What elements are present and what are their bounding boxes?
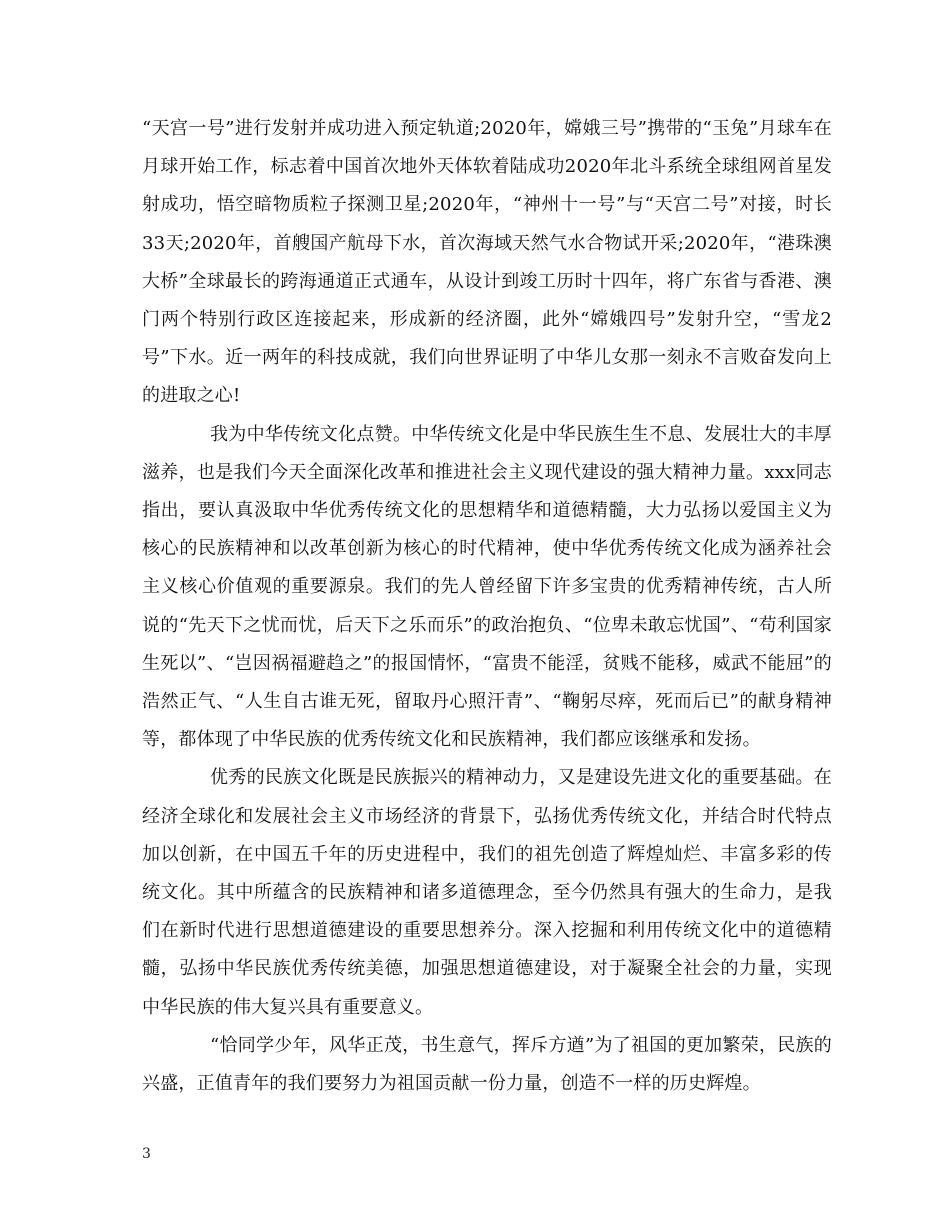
paragraph-traditional-culture: 我为中华传统文化点赞。中华传统文化是中华民族生生不息、发展壮大的丰厚滋养，也是我们今天全面深化改革和推进社会主义现代建设的强大精神力量。xxx同志指出，要认真汲取中华优秀传统文化的思想精华和道德精髓，大力弘扬以爱国主义为核心的民族精神和以改革创新为核心的时代精神，使中华优秀传统文化成为涵养社会主义核心价值观的重要源泉。我们的先人曾经留下许多宝贵的优秀精神传统，古人所说的“先天下之忧而忧，后天下之乐而乐”的政治抱负、“位卑未敢忘忧国”、“苟利国家生死以”、“岂因祸福避趋之”的报国情怀，“富贵不能淫，贫贱不能移，威武不能屈”的浩然正气、“人生自古谁无死，留取丹心照汗青”、“鞠躬尽瘁，死而后已”的献身精神等，都体现了中华民族的优秀传统文化和民族精神，我们都应该继承和发扬。 bbox=[142, 423, 832, 751]
paragraph-space-achievements: “天宫一号”进行发射并成功进入预定轨道;2020年，嫦娥三号”携带的“玉兔”月球车在月球开始工作，标志着中国首次地外天体软着陆成功2020年北斗系统全球组网首星发射成功，悟空暗物质粒子探测卫星;2020年，“神州十一号”与“天宫二号”对接，时长33天;2020年，首艘国产航母下水，首次海域天然气水合物试开采;2020年，“港珠澳大桥”全球最长的跨海通道正式通车，从设计到竣工历时十四年，将广东省与香港、澳门两个特别行政区连接起来，形成新的经济圈，此外“嫦娥四号”发射升空，“雪龙2号”下水。近一两年的科技成就，我们向世界证明了中华儿女那一刻永不言败奋发向上的进取之心! bbox=[142, 118, 832, 407]
paragraph-youth-conclusion: “恰同学少年，风华正茂，书生意气，挥斥方遒”为了祖国的更加繁荣，民族的兴盛，正值青年的我们要努力为祖国贡献一份力量，创造不一样的历史辉煌。 bbox=[142, 1034, 832, 1095]
paragraph-national-culture: 优秀的民族文化既是民族振兴的精神动力，又是建设先进文化的重要基础。在经济全球化和发展社会主义市场经济的背景下，弘扬优秀传统文化，并结合时代特点加以创新，在中国五千年的历史进程中，我们的祖先创造了辉煌灿烂、丰富多彩的传统文化。其中所蕴含的民族精神和诸多道德理念，至今仍然具有强大的生命力，是我们在新时代进行思想道德建设的重要思想养分。深入挖掘和利用传统文化中的道德精髓，弘扬中华民族优秀传统美德，加强思想道德建设，对于凝聚全社会的力量，实现中华民族的伟大复兴具有重要意义。 bbox=[142, 767, 832, 1018]
page-number: 3 bbox=[142, 1146, 151, 1162]
document-body bbox=[142, 110, 832, 1103]
